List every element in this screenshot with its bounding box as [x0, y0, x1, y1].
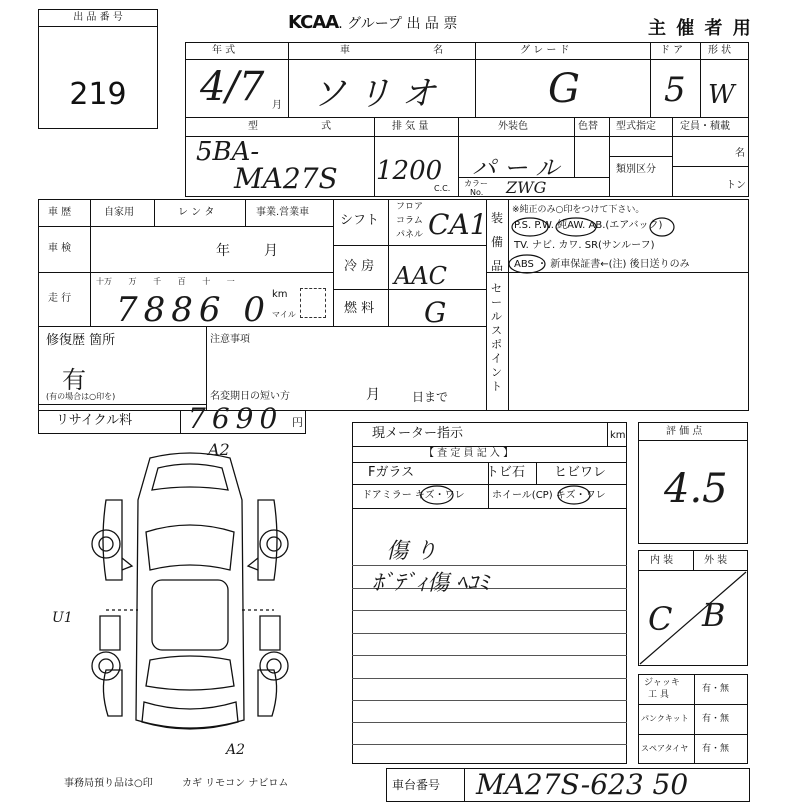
name-change-day: 日まで [412, 390, 449, 404]
ton-unit: トン [726, 180, 746, 191]
shift-option-floor: フロア [396, 202, 424, 212]
f-glass-label: Fガラス [368, 465, 415, 480]
spare-tire-yes-no: 有・無 [702, 744, 730, 754]
car-name-value: ソ リ オ [312, 74, 436, 114]
mileage-label: 走 行 [48, 293, 72, 304]
brand-logo: KCAA [288, 12, 339, 33]
name-change-month: 月 [366, 387, 380, 403]
form-title-text: . グループ 出 品 票 [338, 16, 458, 32]
stone-chip-label: トビ石 [486, 465, 526, 480]
equipment-line-2: TV. ナビ. カワ. SR(サンルーフ) [514, 240, 655, 251]
private-use-option: 自家用 [104, 207, 134, 218]
repair-history-note: (有の場合は○印を) [46, 392, 116, 401]
digit-label: 千 [153, 277, 162, 286]
spare-tire-label: スペアタイヤ [641, 744, 689, 753]
rating-label: 評 価 点 [666, 426, 703, 437]
cc-unit: C.C. [434, 184, 451, 193]
recycle-fee-yen: 円 [292, 416, 303, 429]
category-label: 類別区分 [616, 164, 656, 175]
digit-label: 万 [128, 277, 137, 286]
year-value: 4/7 [200, 64, 265, 110]
name-change-label: 名変期日の短い方 [210, 391, 290, 402]
interior-value: C [648, 600, 673, 638]
model-value-prefix: 5BA- [196, 137, 260, 167]
model-label: 型 式 [248, 121, 362, 132]
business-use-option: 事業.営業車 [256, 207, 310, 218]
wheel-label: ホイール(CP) キズ・ワレ [492, 490, 606, 501]
chassis-number-value: MA27S-623 50 [476, 768, 689, 801]
rating-value: 4.5 [664, 466, 728, 512]
door-value: 5 [664, 70, 686, 110]
equipment-line-1: P.S. P.W. 純AW. AB.(エアバック) [514, 220, 663, 231]
digit-label: 十 [202, 277, 211, 286]
digit-label: 百 [177, 277, 186, 286]
ac-value: AAC [394, 262, 448, 290]
keys-note: カギ リモコン ナビロム [182, 778, 289, 789]
color-no-label-1: カラー [464, 179, 488, 188]
inspector-note-1: 傷 り [386, 539, 437, 564]
jack-label-2: 工 具 [648, 690, 669, 700]
fuel-label: 燃 料 [344, 301, 375, 316]
lot-number-label: 出 品 番 号 [73, 12, 123, 23]
digit-label: 十万 [96, 277, 112, 286]
shape-value: W [708, 80, 735, 110]
equipment-note: ※純正のみ○印をつけて下さい。 [512, 205, 645, 215]
damage-mark-front: A2 [208, 440, 230, 459]
door-label: ド ア [660, 45, 684, 56]
persons-unit: 名 [735, 148, 745, 159]
model-value-code: MA27S [234, 162, 338, 195]
grade-label: グ レ ー ド [520, 45, 570, 56]
ac-label: 冷 房 [344, 259, 375, 274]
exterior-color-label: 外装色 [498, 121, 528, 132]
damage-mark-left: U1 [52, 610, 73, 626]
lot-number-value: 219 [69, 77, 127, 112]
type-designation-label: 型式指定 [616, 121, 656, 132]
repair-history-value: 有 [62, 366, 86, 394]
sales-point-label: セ ー ル ス ポ イ ン ト [491, 282, 502, 393]
color-no-value: ZWG [506, 178, 547, 197]
damage-mark-rear: A2 [226, 742, 246, 758]
chassis-number-label: 車台番号 [392, 778, 441, 792]
mile-label: マイル [272, 310, 296, 319]
capacity-label: 定員・積載 [680, 121, 730, 132]
recycle-fee-value: 7690 [188, 402, 284, 435]
shape-label: 形 状 [708, 45, 732, 56]
year-label: 年 式 [212, 45, 236, 56]
inspector-note-2: ﾎﾞﾃﾞｨ傷 ﾍｺﾐ [372, 571, 489, 596]
exterior-label: 外 装 [704, 555, 728, 566]
inspector-heading: 【 査 定 員 記 入 】 [424, 448, 514, 459]
puncture-kit-yes-no: 有・無 [702, 714, 730, 724]
puncture-kit-label: パンクキット [641, 714, 689, 723]
fuel-value: G [424, 296, 447, 329]
exterior-color-value: パ ー ル [472, 154, 560, 182]
shift-option-column: コラム [396, 216, 423, 226]
shift-option-panel: パネル [396, 230, 424, 240]
color-change-label: 色替 [578, 121, 598, 132]
equipment-label: 装 備 品 [491, 211, 504, 273]
recycle-fee-label: リサイクル料 [56, 413, 133, 428]
mileage-value: 7886 0 [116, 290, 271, 330]
shift-label: シフト [340, 213, 380, 228]
km-label: km [272, 289, 288, 300]
inspection-label: 車 検 [48, 243, 72, 254]
repair-history-label: 修復歴 箇所 [46, 333, 116, 348]
inspection-year-unit: 年 [216, 243, 230, 259]
jack-label-1: ジャッキ [644, 678, 680, 688]
door-mirror-label: ドアミラー キズ・ワレ [362, 490, 465, 501]
history-label: 車 歴 [48, 207, 72, 218]
digit-label: 一 [226, 277, 235, 286]
interior-label: 内 装 [650, 555, 674, 566]
meter-km-unit: km [610, 430, 626, 441]
crack-label: ヒビワレ [554, 465, 607, 480]
inspection-month-unit: 月 [264, 243, 278, 259]
notes-label: 注意事項 [210, 334, 250, 345]
organizer-label: 主 催 者 用 [648, 18, 753, 39]
shift-value: CA1 [428, 208, 488, 241]
color-no-label-2: No. [470, 188, 484, 197]
month-mark: 月 [272, 100, 282, 111]
office-note: 事務局預り品は○印 [64, 778, 153, 789]
rental-option: レ ン タ [178, 207, 215, 218]
exterior-value: B [702, 596, 726, 634]
displacement-value: 1200 [376, 156, 443, 186]
car-name-label: 車 名 [340, 45, 484, 56]
jack-yes-no: 有・無 [702, 684, 730, 694]
displacement-label: 排 気 量 [392, 121, 429, 132]
grade-value: G [548, 66, 580, 112]
equipment-line-3: ABS ・ 新車保証書←(注) 後日送りのみ [514, 259, 690, 270]
current-meter-label: 現メーター指示 [372, 426, 464, 441]
